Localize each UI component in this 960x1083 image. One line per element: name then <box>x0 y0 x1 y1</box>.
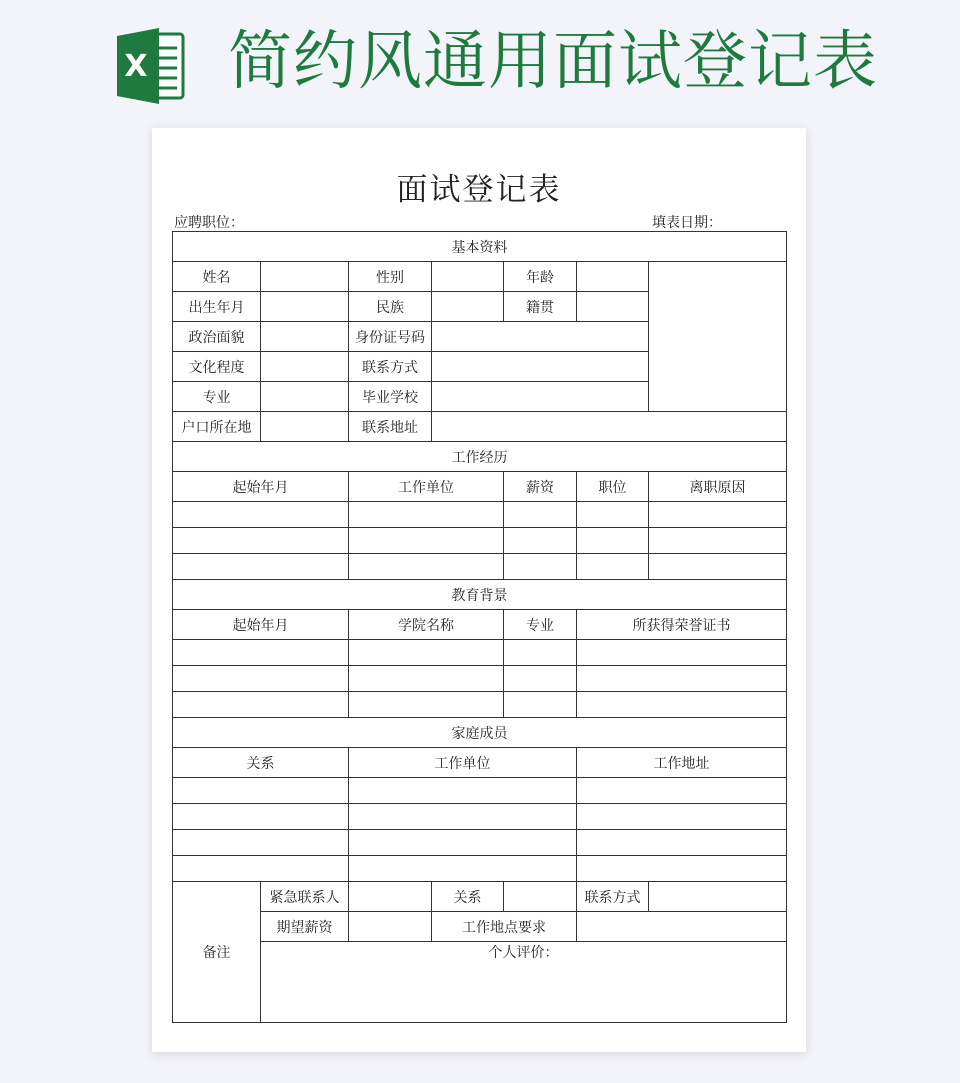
document-title: 面试登记表 <box>396 172 562 208</box>
work-cell[interactable] <box>577 554 649 580</box>
major-label: 专业 <box>173 382 261 412</box>
id-number-cell[interactable] <box>432 322 649 352</box>
work-col-period: 起始年月 <box>173 472 349 502</box>
birth-label: 出生年月 <box>173 292 261 322</box>
work-cell[interactable] <box>504 528 577 554</box>
school-cell[interactable] <box>432 382 649 412</box>
name-label: 姓名 <box>173 262 261 292</box>
family-col-address: 工作地址 <box>577 748 787 778</box>
section-header-row <box>173 580 787 610</box>
table-row <box>173 912 787 942</box>
major-cell[interactable] <box>261 382 349 412</box>
work-cell[interactable] <box>349 528 504 554</box>
notes-contact-label: 联系方式 <box>577 882 649 912</box>
banner-title: 简约风通用面试登记表 <box>228 25 878 99</box>
family-cell[interactable] <box>577 856 787 882</box>
work-cell[interactable] <box>504 554 577 580</box>
work-col-position: 职位 <box>577 472 649 502</box>
name-cell[interactable] <box>261 262 349 292</box>
emergency-contact-cell[interactable] <box>349 882 432 912</box>
edu-cell[interactable] <box>349 692 504 718</box>
date-label: 填表日期： <box>652 215 722 231</box>
section-header-row <box>173 232 787 262</box>
excel-icon <box>115 24 187 108</box>
edu-cell[interactable] <box>173 692 349 718</box>
work-cell[interactable] <box>504 502 577 528</box>
table-row <box>173 778 787 804</box>
excel-icon-letter: X <box>124 49 148 84</box>
birth-cell[interactable] <box>261 292 349 322</box>
table-row <box>173 692 787 718</box>
contact-label: 联系方式 <box>349 352 432 382</box>
table-row <box>173 610 787 640</box>
self-evaluation-label: 个人评价： <box>488 945 559 961</box>
contact-cell[interactable] <box>432 352 649 382</box>
table-row <box>173 856 787 882</box>
edu-cell[interactable] <box>577 692 787 718</box>
work-cell[interactable] <box>649 502 787 528</box>
family-cell[interactable] <box>173 830 349 856</box>
family-cell[interactable] <box>173 778 349 804</box>
table-row <box>173 528 787 554</box>
family-cell[interactable] <box>577 804 787 830</box>
table-row <box>173 412 787 442</box>
ethnicity-label: 民族 <box>349 292 432 322</box>
education-cell[interactable] <box>261 352 349 382</box>
work-location-cell[interactable] <box>577 912 787 942</box>
work-col-salary: 薪资 <box>504 472 577 502</box>
family-cell[interactable] <box>349 830 577 856</box>
edu-cell[interactable] <box>349 640 504 666</box>
ethnicity-cell[interactable] <box>432 292 504 322</box>
family-cell[interactable] <box>349 804 577 830</box>
work-cell[interactable] <box>173 502 349 528</box>
gender-label: 性别 <box>349 262 432 292</box>
expected-salary-cell[interactable] <box>349 912 432 942</box>
edu-cell[interactable] <box>173 640 349 666</box>
registration-table <box>172 231 787 1023</box>
residence-cell[interactable] <box>261 412 349 442</box>
section-header-row <box>173 442 787 472</box>
edu-header: 教育背景 <box>173 580 787 610</box>
edu-col-cert: 所获得荣誉证书 <box>577 610 787 640</box>
work-cell[interactable] <box>173 554 349 580</box>
family-cell[interactable] <box>577 830 787 856</box>
basic-header: 基本资料 <box>173 232 787 262</box>
form-sheet <box>152 128 806 1052</box>
work-cell[interactable] <box>577 502 649 528</box>
table-row <box>173 640 787 666</box>
work-cell[interactable] <box>649 528 787 554</box>
table-row <box>173 472 787 502</box>
family-cell[interactable] <box>349 778 577 804</box>
family-cell[interactable] <box>577 778 787 804</box>
family-cell[interactable] <box>173 804 349 830</box>
work-cell[interactable] <box>649 554 787 580</box>
age-label: 年龄 <box>504 262 577 292</box>
work-col-reason: 离职原因 <box>649 472 787 502</box>
family-col-relation: 关系 <box>173 748 349 778</box>
school-label: 毕业学校 <box>349 382 432 412</box>
native-place-cell[interactable] <box>577 292 649 322</box>
work-header: 工作经历 <box>173 442 787 472</box>
banner <box>0 0 960 120</box>
expected-salary-label: 期望薪资 <box>261 912 349 942</box>
work-cell[interactable] <box>349 502 504 528</box>
table-row <box>173 882 787 912</box>
position-label: 应聘职位： <box>174 215 244 231</box>
edu-cell[interactable] <box>504 666 577 692</box>
table-row <box>173 830 787 856</box>
notes-label: 备注 <box>173 882 261 1023</box>
address-cell[interactable] <box>432 412 787 442</box>
relation-cell[interactable] <box>504 882 577 912</box>
table-row <box>173 942 787 1023</box>
work-location-label: 工作地点要求 <box>432 912 577 942</box>
address-label: 联系地址 <box>349 412 432 442</box>
edu-cell[interactable] <box>504 640 577 666</box>
native-place-label: 籍贯 <box>504 292 577 322</box>
table-row <box>173 554 787 580</box>
edu-col-period: 起始年月 <box>173 610 349 640</box>
table-row <box>173 804 787 830</box>
relation-label: 关系 <box>432 882 504 912</box>
work-col-company: 工作单位 <box>349 472 504 502</box>
work-cell[interactable] <box>349 554 504 580</box>
edu-cell[interactable] <box>504 692 577 718</box>
residence-label: 户口所在地 <box>173 412 261 442</box>
age-cell[interactable] <box>577 262 649 292</box>
edu-col-school: 学院名称 <box>349 610 504 640</box>
work-cell[interactable] <box>173 528 349 554</box>
emergency-contact-label: 紧急联系人 <box>261 882 349 912</box>
notes-contact-cell[interactable] <box>649 882 787 912</box>
edu-cell[interactable] <box>577 666 787 692</box>
gender-cell[interactable] <box>432 262 504 292</box>
family-col-company: 工作单位 <box>349 748 577 778</box>
family-cell[interactable] <box>349 856 577 882</box>
photo-cell[interactable] <box>649 262 787 412</box>
table-row <box>173 502 787 528</box>
politics-label: 政治面貌 <box>173 322 261 352</box>
section-header-row <box>173 718 787 748</box>
edu-cell[interactable] <box>173 666 349 692</box>
family-cell[interactable] <box>173 856 349 882</box>
edu-cell[interactable] <box>577 640 787 666</box>
id-number-label: 身份证号码 <box>349 322 432 352</box>
table-row <box>173 666 787 692</box>
edu-col-major: 专业 <box>504 610 577 640</box>
table-row <box>173 748 787 778</box>
work-cell[interactable] <box>577 528 649 554</box>
edu-cell[interactable] <box>349 666 504 692</box>
table-row <box>173 262 787 292</box>
family-header: 家庭成员 <box>173 718 787 748</box>
education-label: 文化程度 <box>173 352 261 382</box>
politics-cell[interactable] <box>261 322 349 352</box>
self-evaluation-cell[interactable] <box>261 942 787 1023</box>
